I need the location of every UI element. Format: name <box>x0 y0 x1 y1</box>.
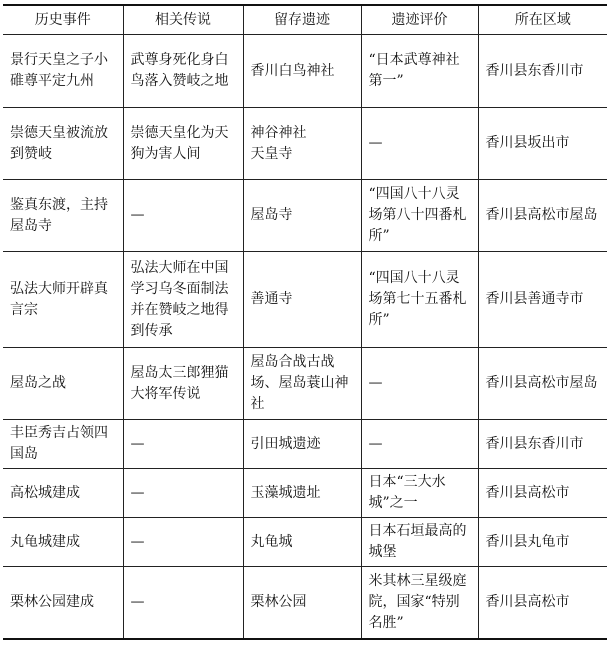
location-cell: 香川县坂出市 <box>478 108 607 180</box>
location-cell: 香川县高松市屋岛 <box>478 180 607 252</box>
legend-cell: 弘法大师在中国学习乌冬面制法并在赞岐之地得到传承 <box>123 252 243 348</box>
event-cell: 丰臣秀吉占领四国岛 <box>3 420 123 469</box>
evaluation-cell: — <box>361 348 478 420</box>
relics-cell: 善通寺 <box>243 252 361 348</box>
header-remaining-relics: 留存遗迹 <box>243 5 361 35</box>
location-cell: 香川县东香川市 <box>478 420 607 469</box>
event-cell: 屋岛之战 <box>3 348 123 420</box>
event-cell: 栗林公园建成 <box>3 567 123 639</box>
event-cell: 崇德天皇被流放到赞岐 <box>3 108 123 180</box>
relics-cell: 玉藻城遗址 <box>243 469 361 518</box>
relics-cell: 神谷神社 天皇寺 <box>243 108 361 180</box>
relics-cell: 香川白鸟神社 <box>243 35 361 108</box>
evaluation-cell: “四国八十八灵场第八十四番札所” <box>361 180 478 252</box>
event-cell: 高松城建成 <box>3 469 123 518</box>
header-row <box>3 5 607 35</box>
table-row <box>3 420 607 469</box>
header-location: 所在区域 <box>478 5 607 35</box>
event-cell: 丸龟城建成 <box>3 518 123 567</box>
evaluation-cell: — <box>361 420 478 469</box>
historical-sites-table <box>3 4 607 640</box>
evaluation-cell: “四国八十八灵场第七十五番札所” <box>361 252 478 348</box>
table-row <box>3 348 607 420</box>
location-cell: 香川县高松市 <box>478 567 607 639</box>
legend-cell: — <box>123 180 243 252</box>
relics-cell: 栗林公园 <box>243 567 361 639</box>
evaluation-cell: 日本“三大水城”之一 <box>361 469 478 518</box>
legend-cell: — <box>123 567 243 639</box>
legend-cell: — <box>123 469 243 518</box>
event-cell: 弘法大师开辟真言宗 <box>3 252 123 348</box>
header-historical-event: 历史事件 <box>3 5 123 35</box>
location-cell: 香川县高松市屋岛 <box>478 348 607 420</box>
header-related-legend: 相关传说 <box>123 5 243 35</box>
location-cell: 香川县善通寺市 <box>478 252 607 348</box>
table-row <box>3 252 607 348</box>
evaluation-cell: “日本武尊神社第一” <box>361 35 478 108</box>
table-row <box>3 469 607 518</box>
relics-cell: 屋岛寺 <box>243 180 361 252</box>
event-cell: 景行天皇之子小碓尊平定九州 <box>3 35 123 108</box>
evaluation-cell: — <box>361 108 478 180</box>
legend-cell: 屋岛太三郎狸猫大将军传说 <box>123 348 243 420</box>
header-relic-evaluation: 遗迹评价 <box>361 5 478 35</box>
event-cell: 鉴真东渡，主持屋岛寺 <box>3 180 123 252</box>
table-row <box>3 180 607 252</box>
table-row <box>3 108 607 180</box>
relics-cell: 引田城遗迹 <box>243 420 361 469</box>
table-row <box>3 567 607 639</box>
evaluation-cell: 日本石垣最高的城堡 <box>361 518 478 567</box>
legend-cell: — <box>123 420 243 469</box>
relics-cell: 丸龟城 <box>243 518 361 567</box>
legend-cell: 崇德天皇化为天狗为害人间 <box>123 108 243 180</box>
legend-cell: 武尊身死化身白鸟落入赞岐之地 <box>123 35 243 108</box>
relics-cell: 屋岛合战古战场、屋岛蓑山神社 <box>243 348 361 420</box>
location-cell: 香川县高松市 <box>478 469 607 518</box>
location-cell: 香川县丸龟市 <box>478 518 607 567</box>
table-row <box>3 518 607 567</box>
evaluation-cell: 米其林三星级庭院，国家“特别名胜” <box>361 567 478 639</box>
legend-cell: — <box>123 518 243 567</box>
location-cell: 香川县东香川市 <box>478 35 607 108</box>
table-row <box>3 35 607 108</box>
